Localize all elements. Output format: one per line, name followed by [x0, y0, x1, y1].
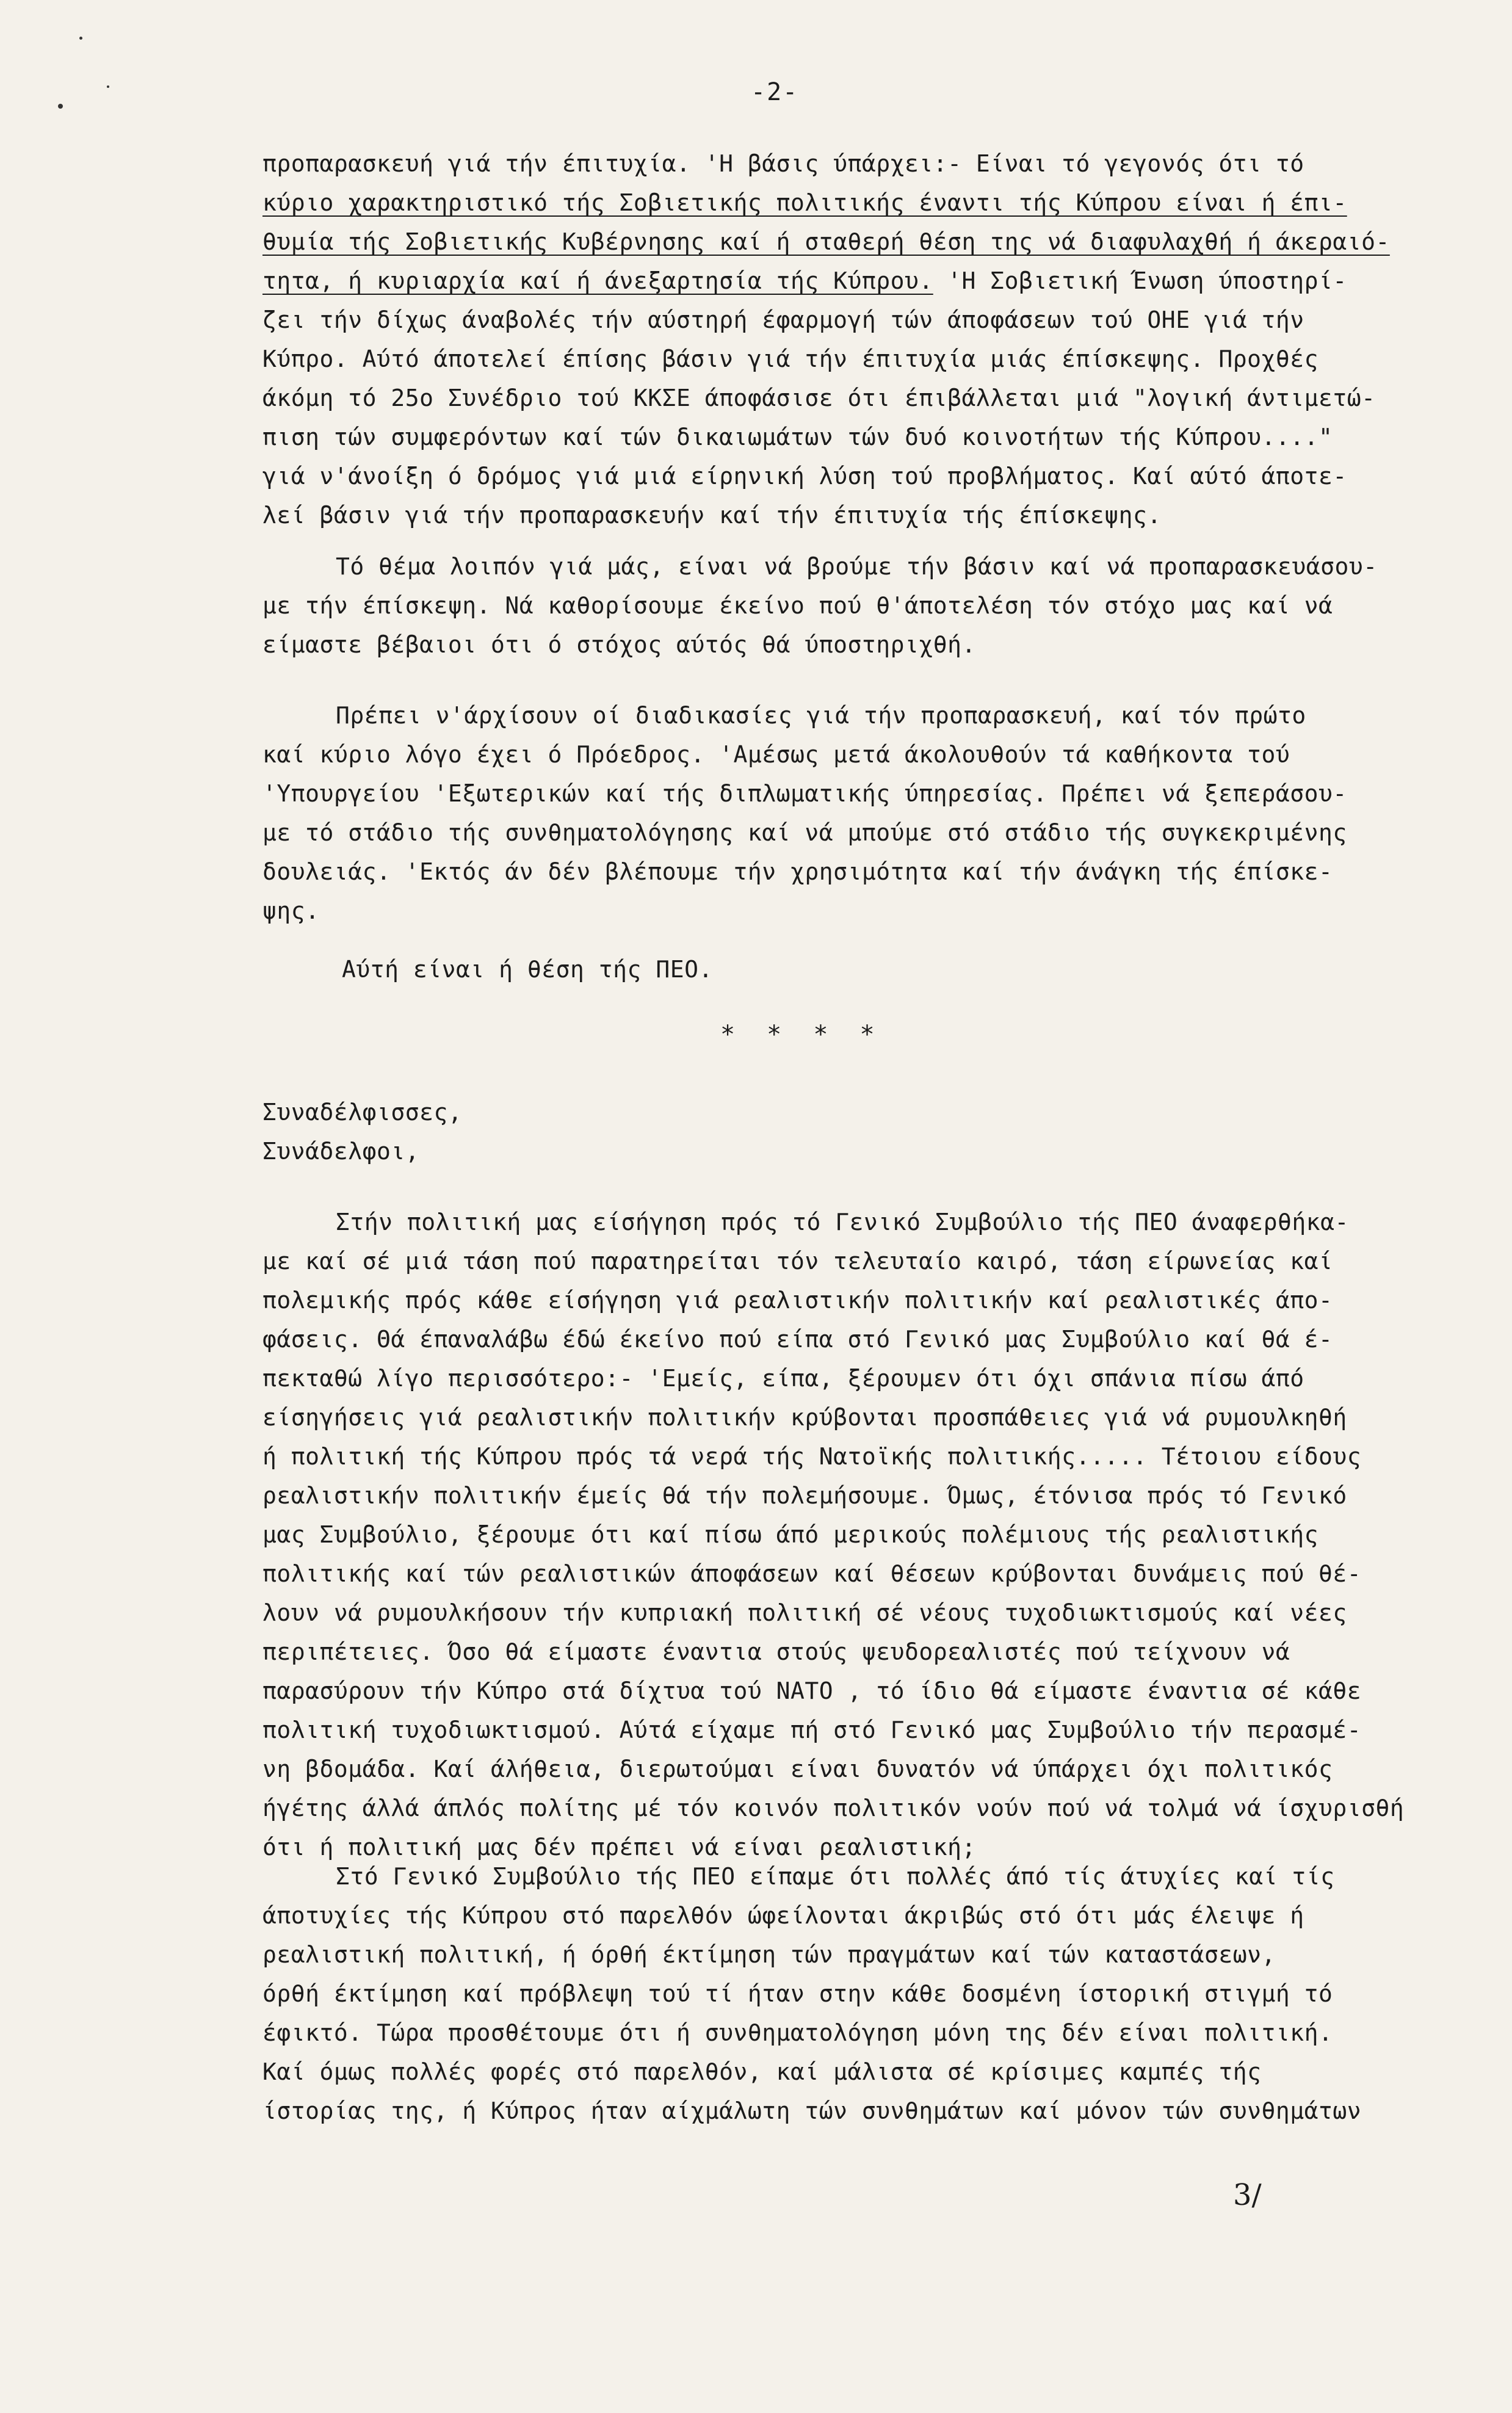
- paragraph-1-line-1: προπαρασκευή γιά τήν έπιτυχία. 'Η βάσις ύπάρχει:- Είναι τό γεγονός ότι τό: [262, 150, 1304, 177]
- page-number: -2-: [751, 78, 799, 106]
- paragraph-1: [262, 144, 1471, 535]
- paragraph-3: Πρέπει ν'άρχίσουν οί διαδικασίες γιά τήν προπαρασκευή, καί τόν πρώτο καί κύριο λόγο έχει ό Πρόεδρος. 'Αμέσως μετά άκολουθούν τά καθήκοντα τού 'Υπουργείου 'Εξωτερικών καί τής διπλωματικής ύπηρεσίας. Πρέπει νά ξεπεράσου- με τό στάδιο τής συνθηματολόγησης καί νά μπούμε στό στάδιο τής συγκεκριμένης δουλειάς. 'Εκτός άν δέν βλέπουμε τήν χρησιμότητα καί τήν άνάγκη τής έπίσκε- ψης.: [262, 702, 1347, 924]
- paragraph-2: Τό θέμα λοιπόν γιά μάς, είναι νά βρούμε τήν βάσιν καί νά προπαρασκευάσου- με τήν έπίσκεψη. Νά καθορίσουμε έκείνο πού θ'άποτελέση τόν στόχο μας καί νά είμαστε βέβαιοι ότι ό στόχος αύτός θά ύποστηριχθή.: [262, 553, 1378, 658]
- next-page-reference: 3/: [1233, 2178, 1262, 2212]
- paragraph-1-rest: 'Η Σοβιετική Ένωση ύποστηρί- ζει τήν δίχως άναβολές τήν αύστηρή έφαρμογή τών άποφάσεων τού ΟΗΕ γιά τήν Κύπρο. Αύτό άποτελεί έπίσης βάσιν γιά τήν έπιτυχία μιάς έπίσκεψης. Προχθές άκόμη τό 25ο Συνέδριο τού ΚΚΣΕ άποφάσισε ότι έπιβάλλεται μιά "λογική άντιμετώ- πιση τών συμφερόντων καί τών δικαιωμάτων τών δυό κοινοτήτων τής Κύπρου...." γιά ν'άνοίξη ό δρόμος γιά μιά είρηνική λύση τού προβλήματος. Καί αύτό άποτε- λεί βάσιν γιά τήν προπαρασκευήν καί τήν έπιτυχία τής έπίσκεψης.: [262, 267, 1376, 529]
- salutation: Συναδέλφισσες, Συνάδελφοι,: [262, 1099, 463, 1165]
- scan-speck: [79, 37, 82, 40]
- paragraph-4: Αύτή είναι ή θέση τής ΠΕΟ.: [342, 956, 713, 983]
- paragraph-6: Στό Γενικό Συμβούλιο τής ΠΕΟ είπαμε ότι πολλές άπό τίς άτυχίες καί τίς άποτυχίες τής Κύπρου στό παρελθόν ώφείλονται άκριβώς στό ότι μάς έλειψε ή ρεαλιστική πολιτική, ή όρθή έκτίμηση τών πραγμάτων καί τών καταστάσεων, όρθή έκτίμηση καί πρόβλεψη τού τί ήταν στην κάθε δοσμένη ίστορική στιγμή τό έφικτό. Τώρα προσθέτουμε ότι ή συνθηματολόγηση μόνη της δέν είναι πολιτική. Καί όμως πολλές φορές στό παρελθόν, καί μάλιστα σέ κρίσιμες καμπές τής ίστορίας της, ή Κύπρος ήταν αίχμάλωτη τών συνθημάτων καί μόνον τών συνθημάτων: [262, 1863, 1362, 2124]
- scan-speck: [107, 85, 109, 88]
- scan-speck: [58, 104, 63, 109]
- paragraph-1-underlined: κύριο χαρακτηριστικό τής Σοβιετικής πολιτικής έναντι τής Κύπρου είναι ή έπι- θυμία τής Σοβιετικής Κυβέρνησης καί ή σταθερή θέση της νά διαφυλαχθή ή άκεραιό- τητα, ή κυριαρχία καί ή άνεξαρτησία τής Κύπρου.: [262, 189, 1390, 294]
- section-separator: * * * *: [720, 1021, 883, 1049]
- paragraph-5: Στήν πολιτική μας είσήγηση πρός τό Γενικό Συμβούλιο τής ΠΕΟ άναφερθήκα- με καί σέ μιά τάση πού παρατηρείται τόν τελευταίο καιρό, τάση είρωνείας καί πολεμικής πρός κάθε είσήγηση γιά ρεαλιστικήν πολιτικήν καί ρεαλιστικές άπο- φάσεις. Θά έπαναλάβω έδώ έκείνο πού είπα στό Γενικό μας Συμβούλιο καί θά έ- πεκταθώ λίγο περισσότερο:- 'Εμείς, είπα, ξέρουμεν ότι όχι σπάνια πίσω άπό είσηγήσεις γιά ρεαλιστικήν πολιτικήν κρύβονται προσπάθειες γιά νά ρυμουλκηθή ή πολιτική τής Κύπρου πρός τά νερά τής Νατοϊκής πολιτικής..... Τέτοιου είδους ρεαλιστικήν πολιτικήν έμείς θά τήν πολεμήσουμε. Όμως, έτόνισα πρός τό Γενικό μας Συμβούλιο, ξέρουμε ότι καί πίσω άπό μερικούς πολέμιους τής ρεαλιστικής πολιτικής καί τών ρεαλιστικών άποφάσεων καί θέσεων κρύβονται δυνάμεις πού θέ- λουν νά ρυμουλκήσουν τήν κυπριακή πολιτική σέ νέους τυχοδιωκτισμούς καί νέες περιπέτειες. Όσο θά είμαστε έναντια στούς ψευδορεαλιστές πού τείχνουν νά παρασύρουν τήν Κύπρο στά δίχτυα τού ΝΑΤΟ , τό ίδιο θά είμαστε έναντια σέ κάθε πολιτική τυχοδιωκτισμού. Αύτά είχαμε πή στό Γενικό μας Συμβούλιο τήν περασμέ- νη βδομάδα. Καί άλήθεια, διερωτούμαι είναι δυνατόν νά ύπάρχει όχι πολιτικός ήγέτης άλλά άπλός πολίτης μέ τόν κοινόν πολιτικόν νούν πού νά τολμά νά ίσχυρισθή ότι ή πολιτική μας δέν πρέπει νά είναι ρεαλιστική;: [262, 1209, 1405, 1861]
